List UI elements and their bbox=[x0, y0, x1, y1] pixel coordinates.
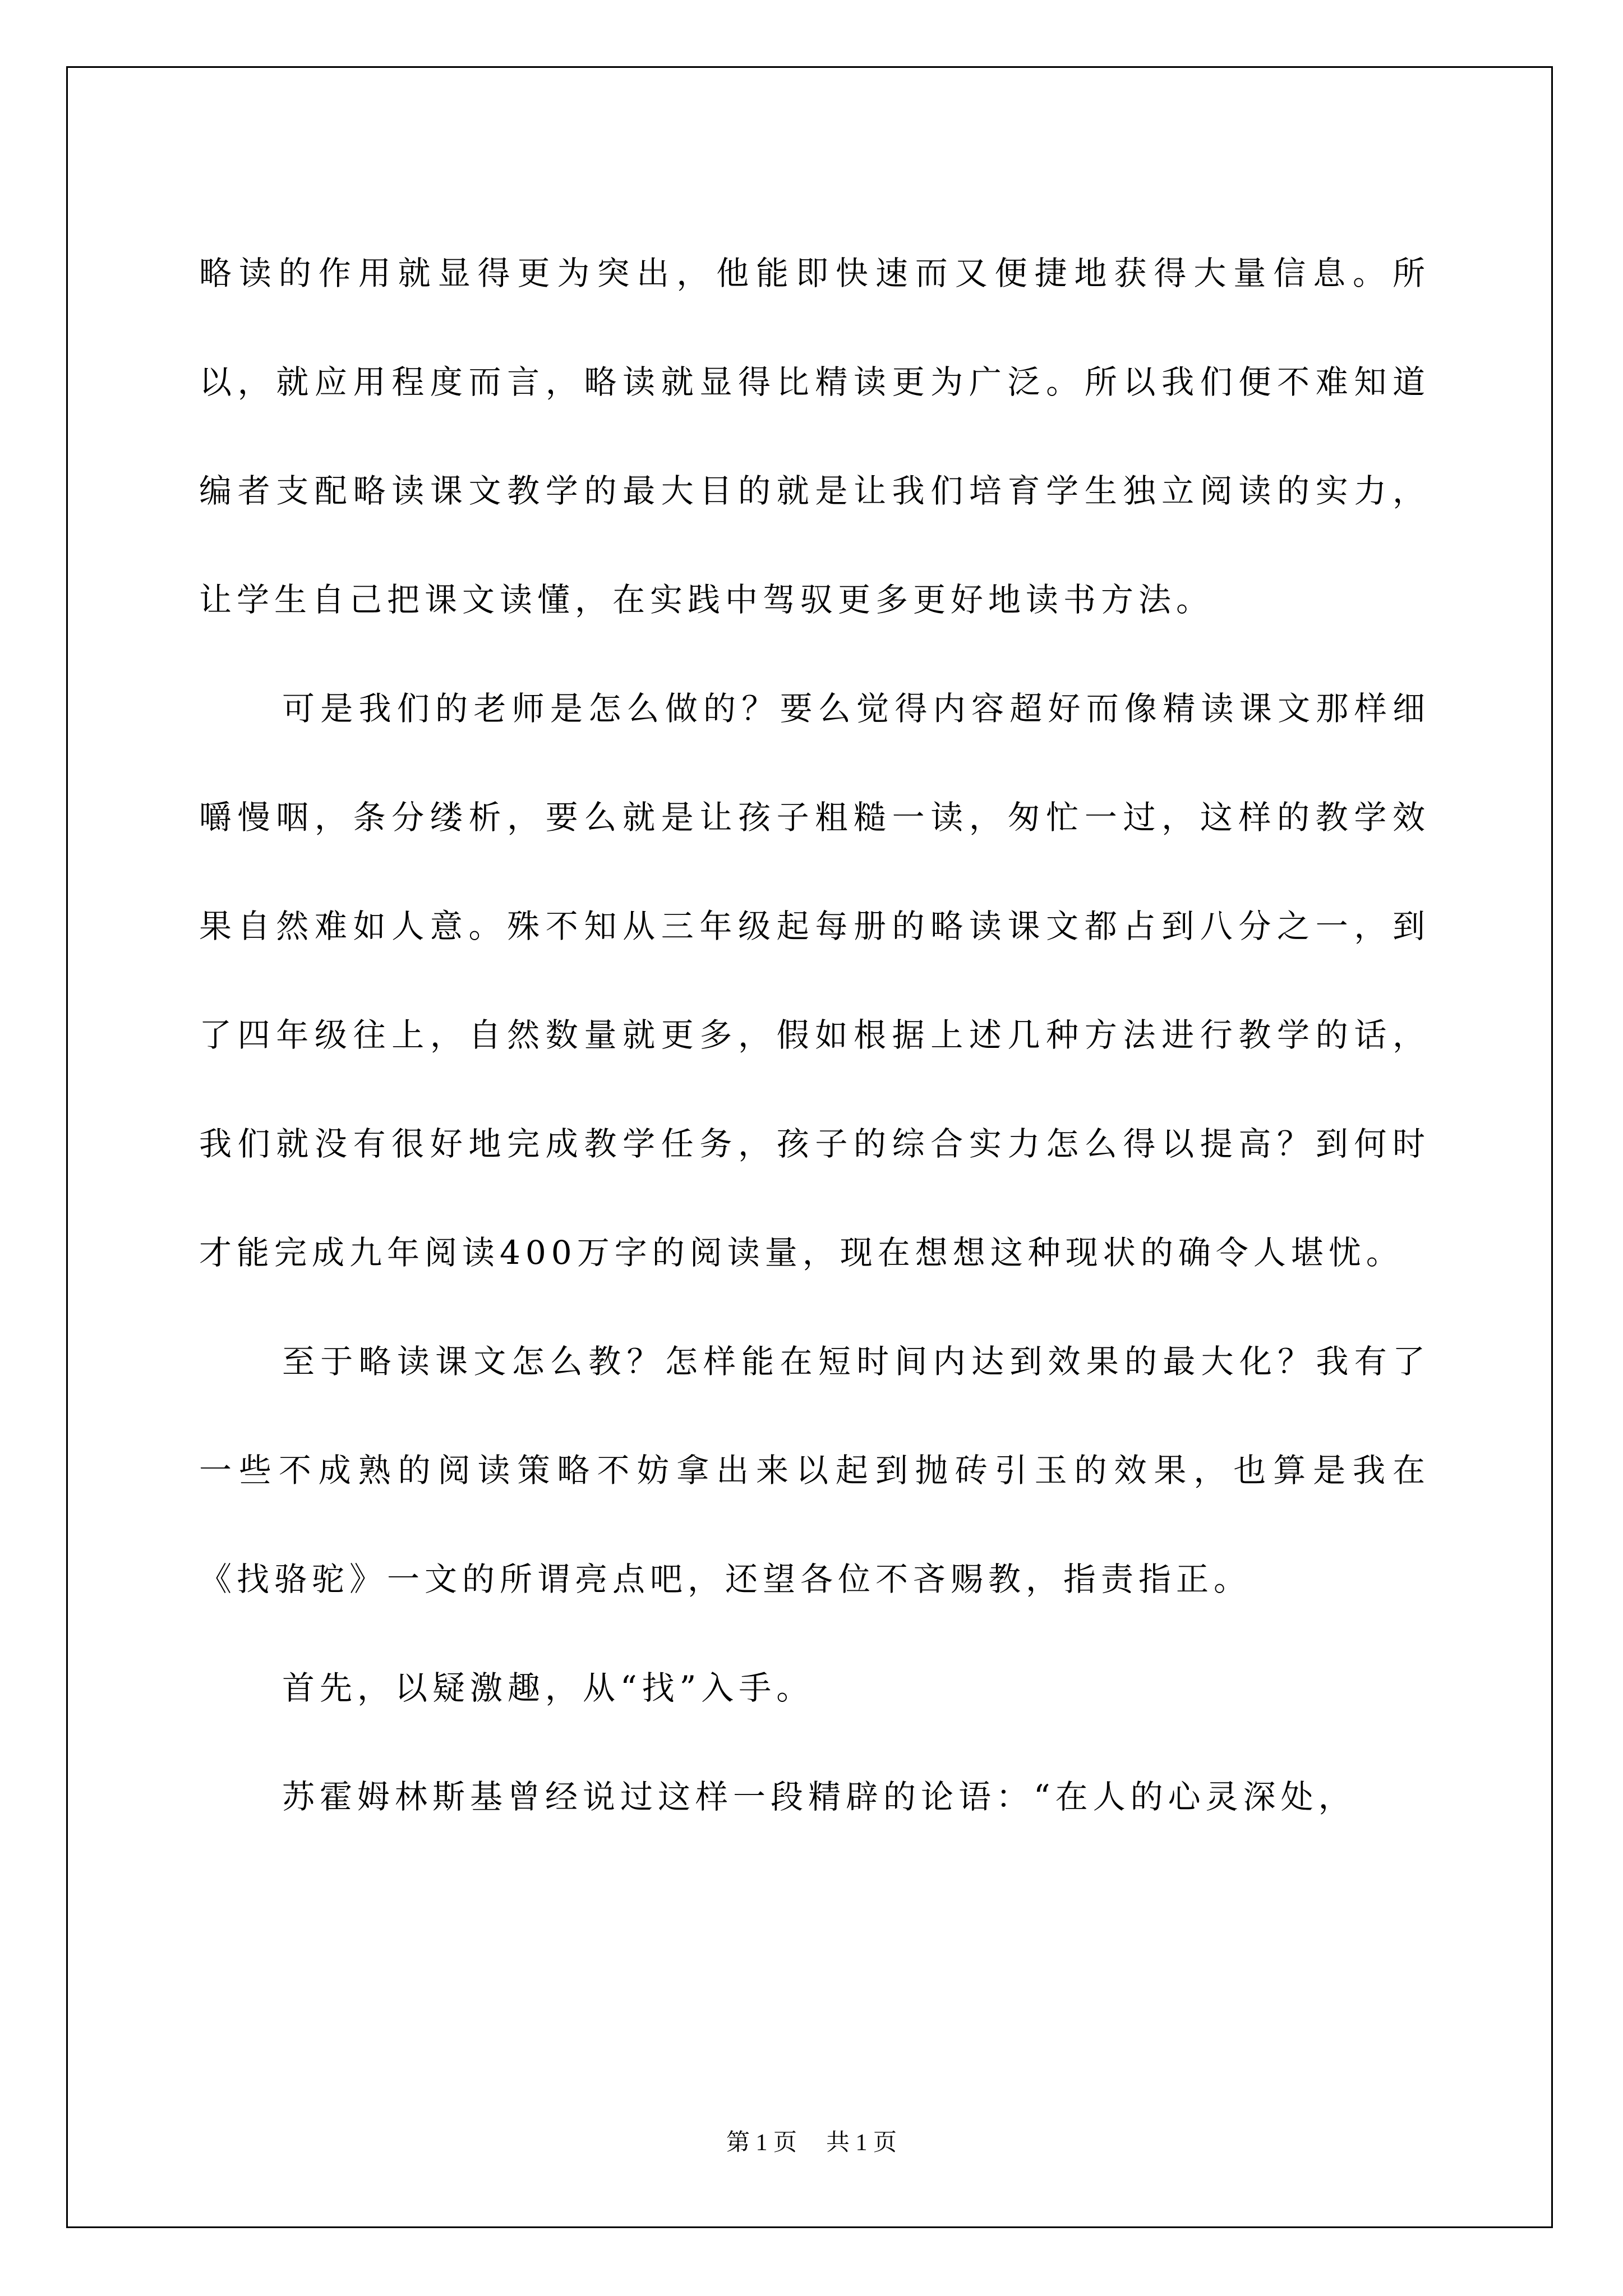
paragraph-5: 苏霍姆林斯基曾经说过这样一段精辟的论语：“在人的心灵深处， bbox=[282, 1778, 1356, 1816]
paragraph-2: 可是我们的老师是怎么做的？要么觉得内容超好而像精读课文那样细嚼慢咽，条分缕析，要么就是让孩子粗糙一读，匆忙一过，这样的教学效果自然难如人意。殊不知从三年级起每册的略读课文都占到八分之一，到了四年级往上，自然数量就更多，假如根据上述几种方法进行教学的话，我们就没有很好地完成教学任务，孩子的综合实力怎么得以提高？到何时才能完成九年阅读400万字的阅读量，现在想想这种现状的确令人堪忧。 bbox=[199, 689, 1430, 1272]
page-footer bbox=[0, 2126, 1623, 2160]
paragraph-3: 至于略读课文怎么教？怎样能在短时间内达到效果的最大化？我有了一些不成熟的阅读策略不妨拿出来以起到抛砖引玉的效果，也算是我在《找骆驼》一文的所谓亮点吧，还望各位不吝赐教，指责指正。 bbox=[199, 1342, 1430, 1598]
page-total: 共 1 页 bbox=[826, 2130, 897, 2156]
paragraph-4: 首先，以疑激趣，从“找”入手。 bbox=[282, 1669, 814, 1707]
paragraph-1: 略读的作用就显得更为突出，他能即快速而又便捷地获得大量信息。所以，就应用程度而言，略读就显得比精读更为广泛。所以我们便不难知道编者支配略读课文教学的最大目的就是让我们培育学生独立阅读的实力，让学生自己把课文读懂，在实践中驾驭更多更好地读书方法。 bbox=[199, 254, 1430, 619]
page-number: 第 1 页 bbox=[726, 2130, 797, 2156]
document-body bbox=[199, 219, 1430, 1851]
